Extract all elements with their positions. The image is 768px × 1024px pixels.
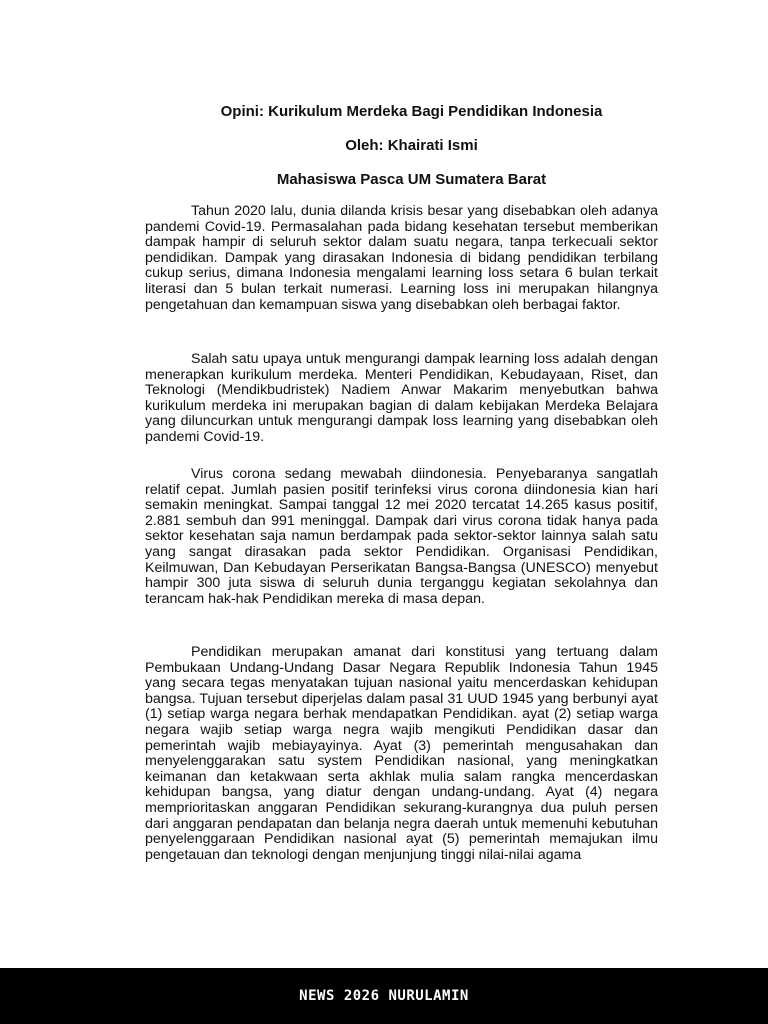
article-title: Opini: Kurikulum Merdeka Bagi Pendidikan Indonesia (220, 103, 603, 120)
paragraph-1: Tahun 2020 lalu, dunia dilanda krisis besar yang disebabkan oleh adanya pandemi Covid-19. Permasalahan pada bidang kesehatan tersebut memberikan dampak hampir di seluruh sektor dalam suatu negara, tanpa terkecuali sektor pendidikan. Dampak yang dirasakan Indonesia di bidang pendidikan terbilang cukup serius, dimana Indonesia mengalami learning loss setara 6 bulan terkait literasi dan 5 bulan terkait numerasi. Learning loss ini merupakan hilangnya pengetahuan dan kemampuan siswa yang disebabkan oleh berbagai faktor. (145, 203, 658, 313)
paragraph-2: Salah satu upaya untuk mengurangi dampak learning loss adalah dengan menerapkan kurikulum merdeka. Menteri Pendidikan, Kebudayaan, Riset, dan Teknologi (Mendikbudristek) Nadiem Anwar Makarim menyebutkan bahwa kurikulum merdeka ini merupakan bagian di dalam kebijakan Merdeka Belajara yang diluncurkan untuk mengurangi dampak loss learning yang disebabkan oleh pandemi Covid-19. (145, 351, 658, 445)
article-author: Oleh: Khairati Ismi (345, 137, 478, 154)
paragraph-3: Virus corona sedang mewabah diindonesia. Penyebaranya sangatlah relatif cepat. Jumlah pasien positif terinfeksi virus corona diindonesia kian hari semakin meningkat. Sampai tanggal 12 mei 2020 tercatat 14.265 kasus positif, 2.881 sembuh dan 991 meninggal. Dampak dari virus corona tidak hanya pada sektor kesehatan saja namun berdampak pada sektor-sektor lainnya salah satu yang sangat dirasakan pada sektor Pendidikan. Organisasi Pendidikan, Keilmuwan, Dan Kebudayan Perserikatan Bangsa-Bangsa (UNESCO) menyebut hampir 300 juta siswa di seluruh dunia terganggu kegiatan sekolahnya dan terancam hak-hak Pendidikan mereka di masa depan. (145, 466, 658, 607)
paragraph-4: Pendidikan merupakan amanat dari konstitusi yang tertuang dalam Pembukaan Undang-Undang Dasar Negara Republik Indonesia Tahun 1945 yang secara tegas menyatakan tujuan nasional yaitu mencerdaskan kehidupan bangsa. Tujuan tersebut diperjelas dalam pasal 31 UUD 1945 yang berbunyi ayat (1) setiap warga negara berhak mendapatkan Pendidikan. ayat (2) setiap warga negara wajib setiap warga negra wajib mengikuti Pendidikan dasar dan pemerintah wajib mebiayayinya. Ayat (3) pemerintah mengusahakan dan menyelenggarakan satu system Pendidikan nasional, yang meningkatkan keimanan dan ketakwaan serta akhlak mulia salam rangka mencerdaskan kehidupan bangsa, yang diatur dengan undang-undang. Ayat (4) negara memprioritaskan anggaran Pendidikan sekurang-kurangnya dua puluh persen dari anggaran pendapatan dan belanja negra daerah untuk memenuhi kebutuhan penyelenggaraan Pendidikan nasional ayat (5) pemerintah memajukan ilmu pengetauan dan teknologi dengan menjunjung tinggi nilai-nilai agama (145, 644, 658, 863)
footer-banner (0, 968, 768, 1024)
article-affiliation: Mahasiswa Pasca UM Sumatera Barat (276, 171, 547, 188)
footer-label: NEWS 2026 NURULAMIN (299, 988, 469, 1004)
